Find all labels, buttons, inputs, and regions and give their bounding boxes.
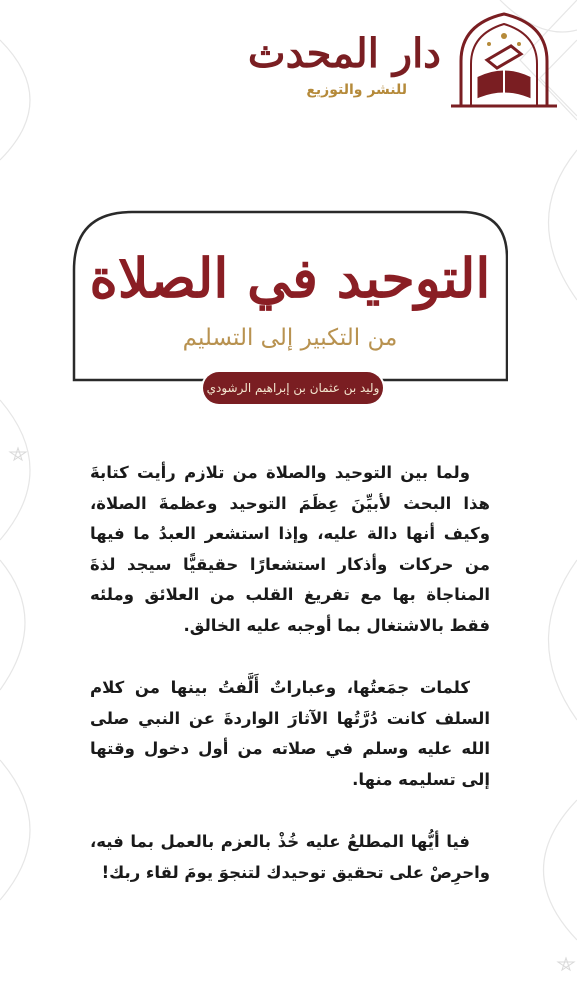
book-description: [90, 458, 490, 888]
description-paragraph-2: كلمات جمَعتُها، وعباراتٌ أَلَّفتُ بينها من كلام السلف كانت دُرَّتُها الآثارَ الواردةَ عن النبي صلى الله عليه وسلم في صلاته من أول دخول وقتها إلى تسليمه منها.: [90, 678, 490, 789]
book-subtitle: من التكبير إلى التسليم: [182, 325, 398, 351]
book-title-card: [72, 210, 508, 395]
open-book-arch-icon: [449, 6, 559, 116]
description-paragraph-3: فيا أيُّها المطلعُ عليه خُذْ بالعزم بالعمل بما فيه، واحرِصْ على تحقيق توحيدك لتنجوَ يومَ لقاء ربك!: [90, 832, 490, 882]
author-badge: وليد بن عثمان بن إبراهيم الرشودي: [203, 372, 383, 404]
publisher-name: دار المحدث: [247, 30, 441, 77]
publisher-tagline: للنشر والتوزيع: [306, 82, 407, 98]
publisher-header: [229, 6, 559, 116]
description-paragraph-1: ولما بين التوحيد والصلاة من تلازم رأيت كتابةَ هذا البحث لأبيِّنَ عِظَمَ التوحيد وعظمةَ الصلاة، وكيف أنها دالة عليه، وإذا استشعر العبدُ ما فيها من حركات وأذكار استشعارًا حقيقيًّا سيجد لذةَ المناجاة بها مع تفريغ القلب من العلائق وملئه فقط بالاشتغال بما أوجبه عليه الخالق.: [90, 463, 490, 635]
book-title: التوحيد في الصلاة: [89, 246, 491, 310]
